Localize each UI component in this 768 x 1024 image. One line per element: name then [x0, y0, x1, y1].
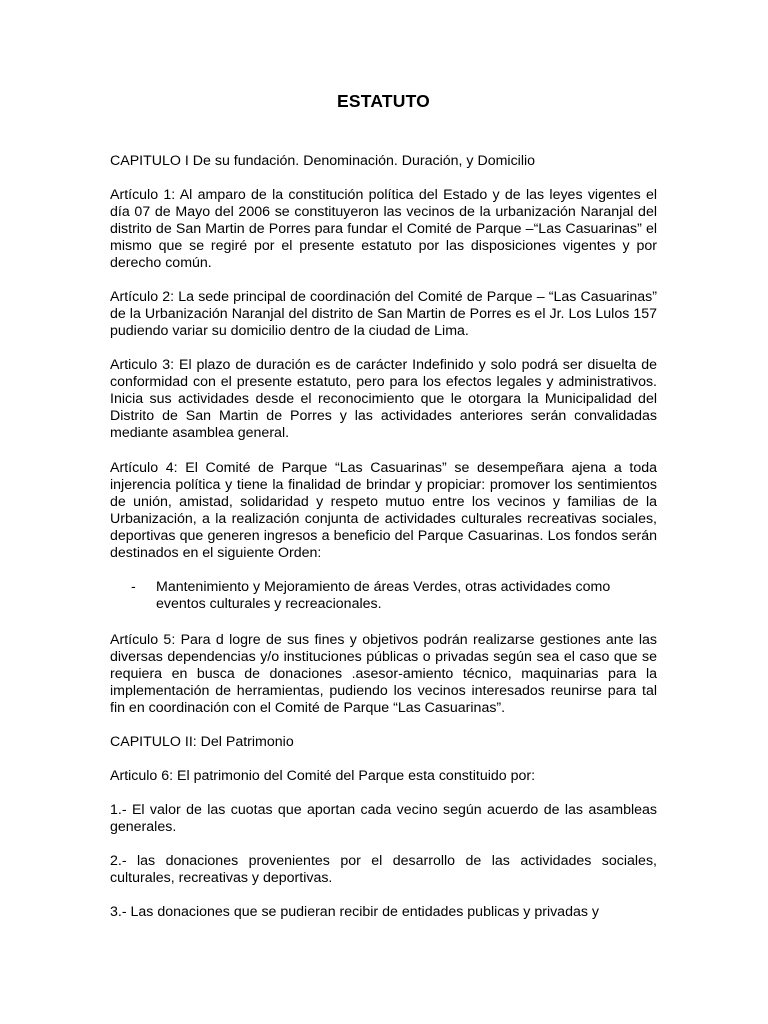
list-dash: - [131, 579, 136, 595]
article-2: Artículo 2: La sede principal de coordinación del Comité de Parque – “Las Casuarinas” de la Urbanización Naranjal del distrito de San Martin de Porres es el Jr. Los Lulos 157 pudiendo variar su domicilio dentro de la ciudad de Lima. [110, 289, 657, 339]
patrimony-item-2: 2.- las donaciones provenientes por el desarrollo de las actividades sociales, culturales, recreativas y deportivas. [110, 853, 657, 886]
document-title: ESTATUTO [337, 91, 430, 111]
patrimony-item-3: 3.- Las donaciones que se pudieran recibir de entidades publicas y privadas y [110, 904, 599, 920]
article-1: Artículo 1: Al amparo de la constitución política del Estado y de las leyes vigentes el día 07 de Mayo del 2006 se constituyeron las vecinos de la urbanización Naranjal del distrito de San Martin de Porres para fundar el Comité de Parque –“Las Casuarinas” el mismo que se regiré por el presente estatuto por las disposiciones vigentes y por derecho común. [110, 187, 657, 271]
chapter-1-heading: CAPITULO I De su fundación. Denominación. Duración, y Domicilio [110, 153, 536, 169]
list-item [110, 579, 657, 613]
patrimony-item-1: 1.- El valor de las cuotas que aportan cada vecino según acuerdo de las asambleas generales. [110, 802, 657, 835]
document-body [110, 153, 657, 938]
chapter-2-heading: CAPITULO II: Del Patrimonio [110, 734, 294, 750]
article-6: Articulo 6: El patrimonio del Comité del Parque esta constituido por: [110, 768, 536, 784]
article-5: Artículo 5: Para d logre de sus fines y objetivos podrán realizarse gestiones ante las diversas dependencias y/o instituciones públicas o privadas según sea el caso que se requiera en busca de donaciones .asesor-amiento técnico, maquinarias para la implementación de herramientas, pudiendo los vecinos interesados reunirse para tal fin en coordinación con el Comité de Parque “Las Casuarinas”. [110, 632, 657, 716]
article-4: Artículo 4: El Comité de Parque “Las Casuarinas” se desempeñara ajena a toda injerencia política y tiene la finalidad de brindar y propiciar: promover los sentimientos de unión, amistad, solidaridad y respeto mutuo entre los vecinos y familias de la Urbanización, a la realización conjunta de actividades culturales recreativas sociales, deportivas que generen ingresos a beneficio del Parque Casuarinas. Los fondos serán destinados en el siguiente Orden: [110, 460, 657, 561]
article-3: Articulo 3: El plazo de duración es de carácter Indefinido y solo podrá ser disuelta de conformidad con el presente estatuto, pero para los efectos legales y administrativos. Inicia sus actividades desde el reconocimiento que le otorgara la Municipalidad del Distrito de San Martin de Porres y las actividades anteriores serán convalidadas mediante asamblea general. [110, 357, 657, 441]
article-4-list [110, 579, 657, 613]
list-item-text: Mantenimiento y Mejoramiento de áreas Verdes, otras actividades como eventos culturales y recreacionales. [156, 579, 611, 612]
